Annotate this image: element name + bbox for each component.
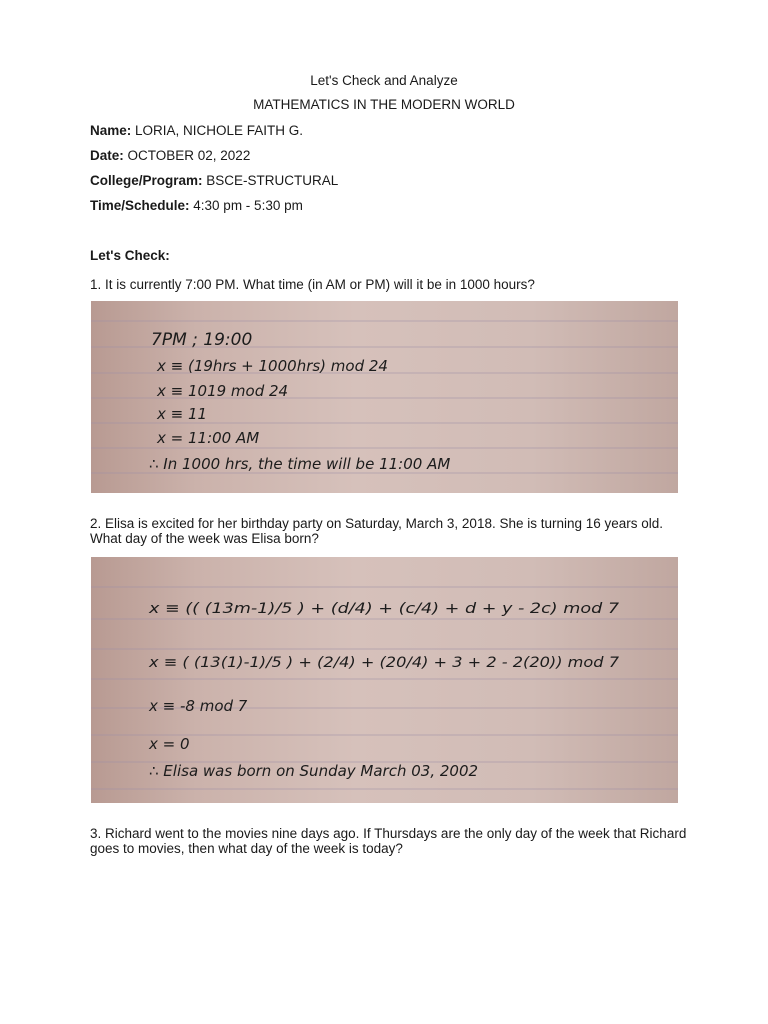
date-row bbox=[90, 148, 250, 163]
date-value: OCTOBER 02, 2022 bbox=[123, 148, 251, 163]
question-1-text: 1. It is currently 7:00 PM. What time (in AM or PM) will it be in 1000 hours? bbox=[90, 277, 535, 292]
section-heading: Let's Check: bbox=[90, 248, 170, 263]
question-2-text: 2. Elisa is excited for her birthday party on Saturday, March 3, 2018. She is turning 16 years old. What day of the week was Elisa born? bbox=[90, 516, 664, 546]
handwriting-line: x ≡ (( (13m-1)/5 ) + (d/4) + (c/4) + d + y - 2c) mod 7 bbox=[147, 601, 620, 617]
handwriting-line: x = 11:00 AM bbox=[157, 429, 260, 447]
question-2-handwriting bbox=[91, 557, 678, 803]
handwriting-line: 7PM ; 19:00 bbox=[151, 330, 253, 350]
program-label: College/Program: bbox=[90, 173, 203, 188]
handwriting-line: x = 0 bbox=[149, 735, 190, 753]
course-title: MATHEMATICS IN THE MODERN WORLD bbox=[253, 97, 515, 112]
date-label: Date: bbox=[90, 148, 124, 163]
schedule-label: Time/Schedule: bbox=[90, 198, 190, 213]
name-row bbox=[90, 123, 303, 138]
program-row bbox=[90, 173, 338, 188]
program-value: BSCE-STRUCTURAL bbox=[202, 173, 339, 188]
handwriting-line: x ≡ 1019 mod 24 bbox=[157, 382, 289, 400]
question-2-solution-photo bbox=[91, 557, 678, 803]
handwriting-line: x ≡ ( (13(1)-1)/5 ) + (2/4) + (20/4) + 3 + 2 - 2(20)) mod 7 bbox=[147, 655, 620, 671]
schedule-value: 4:30 pm - 5:30 pm bbox=[189, 198, 303, 213]
schedule-row bbox=[90, 198, 303, 213]
handwriting-line: x ≡ 11 bbox=[157, 405, 208, 423]
handwriting-line: ∴ In 1000 hrs, the time will be 11:00 AM bbox=[149, 455, 451, 473]
handwriting-line: ∴ Elisa was born on Sunday March 03, 2002 bbox=[149, 762, 479, 780]
name-value: LORIA, NICHOLE FAITH G. bbox=[131, 123, 304, 138]
question-1-solution-photo bbox=[91, 301, 678, 493]
question-1-handwriting bbox=[91, 301, 678, 493]
document-title: Let's Check and Analyze bbox=[310, 73, 458, 88]
name-label: Name: bbox=[90, 123, 132, 138]
handwriting-line: x ≡ -8 mod 7 bbox=[149, 697, 248, 715]
question-3-text: 3. Richard went to the movies nine days ago. If Thursdays are the only day of the week that Richard goes to movies, then what day of the week is today? bbox=[90, 826, 687, 856]
handwriting-line: x ≡ (19hrs + 1000hrs) mod 24 bbox=[157, 357, 388, 375]
ruled-lines bbox=[91, 587, 678, 789]
